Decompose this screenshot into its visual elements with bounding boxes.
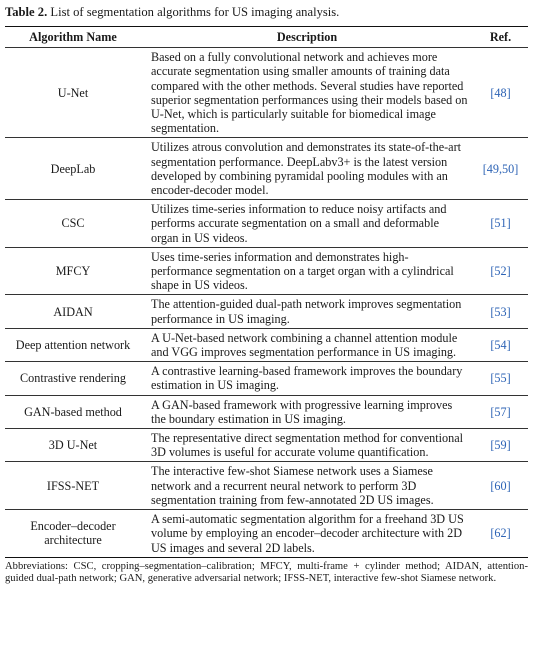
table-caption-label: Table 2.	[5, 5, 48, 19]
algorithm-name-cell: U-Net	[5, 48, 141, 138]
ref-link[interactable]: [59]	[473, 429, 528, 462]
table-row	[5, 328, 528, 361]
ref-link[interactable]: [51]	[473, 200, 528, 248]
abbreviations-footnote: Abbreviations: CSC, cropping–segmentation–calibration; MFCY, multi-frame + cylinder method; AIDAN, attention-guided dual-path network; GAN, generative adversarial network; IFSS-NET, interactive few-shot Siamese network.	[5, 560, 528, 585]
header-algorithm-name: Algorithm Name	[5, 27, 141, 48]
table-row	[5, 510, 528, 558]
ref-link[interactable]: [60]	[473, 462, 528, 510]
table-caption	[5, 5, 528, 20]
table-row	[5, 429, 528, 462]
description-cell: A contrastive learning-based framework improves the boundary estimation in US imaging.	[141, 362, 473, 395]
table-row	[5, 395, 528, 428]
ref-link[interactable]: [62]	[473, 510, 528, 558]
description-cell: Utilizes time-series information to reduce noisy artifacts and performs accurate segmentation on a small and deformable organ in US videos.	[141, 200, 473, 248]
table-row	[5, 462, 528, 510]
ref-link[interactable]: [55]	[473, 362, 528, 395]
description-cell: The attention-guided dual-path network improves segmentation performance in US imaging.	[141, 295, 473, 328]
table-row	[5, 138, 528, 200]
description-cell: A semi-automatic segmentation algorithm for a freehand 3D US volume by employing an encoder–decoder architecture with 2D US images and several 2D labels.	[141, 510, 473, 558]
header-ref: Ref.	[473, 27, 528, 48]
table-row	[5, 247, 528, 295]
description-cell: Utilizes atrous convolution and demonstrates its state-of-the-art segmentation performance. DeepLabv3+ is the latest version developed by combining pyramidal pooling modules with an encoder-decoder model.	[141, 138, 473, 200]
ref-link[interactable]: [57]	[473, 395, 528, 428]
algorithm-name-cell: Deep attention network	[5, 328, 141, 361]
description-cell: A GAN-based framework with progressive learning improves the boundary estimation in US imaging.	[141, 395, 473, 428]
ref-link[interactable]: [48]	[473, 48, 528, 138]
table-row	[5, 362, 528, 395]
algorithm-name-cell: DeepLab	[5, 138, 141, 200]
description-cell: The representative direct segmentation method for conventional 3D volumes is useful for accurate volume quantification.	[141, 429, 473, 462]
algorithm-name-cell: Contrastive rendering	[5, 362, 141, 395]
description-cell: Uses time-series information and demonstrates high-performance segmentation on a target organ with a cylindrical shape in US videos.	[141, 247, 473, 295]
ref-link[interactable]: [54]	[473, 328, 528, 361]
segmentation-algorithms-table	[5, 26, 528, 558]
algorithm-name-cell: IFSS-NET	[5, 462, 141, 510]
description-cell: The interactive few-shot Siamese network uses a Siamese network and a recurrent neural network to perform 3D segmentation training from few-annotated 2D US images.	[141, 462, 473, 510]
header-description: Description	[141, 27, 473, 48]
table-header-row	[5, 27, 528, 48]
table-caption-text: List of segmentation algorithms for US imaging analysis.	[50, 5, 340, 19]
ref-link[interactable]: [52]	[473, 247, 528, 295]
algorithm-name-cell: AIDAN	[5, 295, 141, 328]
algorithm-name-cell: GAN-based method	[5, 395, 141, 428]
table-row	[5, 200, 528, 248]
ref-link[interactable]: [53]	[473, 295, 528, 328]
algorithm-name-cell: 3D U-Net	[5, 429, 141, 462]
algorithm-name-cell: CSC	[5, 200, 141, 248]
table-row	[5, 295, 528, 328]
description-cell: Based on a fully convolutional network and achieves more accurate segmentation using smaller amounts of training data compared with the other methods. Several studies have reported superior segmentation performances using their models based on U-Net, which is particularly suitable for biomedical image segmentation.	[141, 48, 473, 138]
table-row	[5, 48, 528, 138]
algorithm-name-cell: MFCY	[5, 247, 141, 295]
algorithm-name-cell: Encoder–decoder architecture	[5, 510, 141, 558]
ref-link[interactable]: [49,50]	[473, 138, 528, 200]
description-cell: A U-Net-based network combining a channel attention module and VGG improves segmentation performance in US imaging.	[141, 328, 473, 361]
